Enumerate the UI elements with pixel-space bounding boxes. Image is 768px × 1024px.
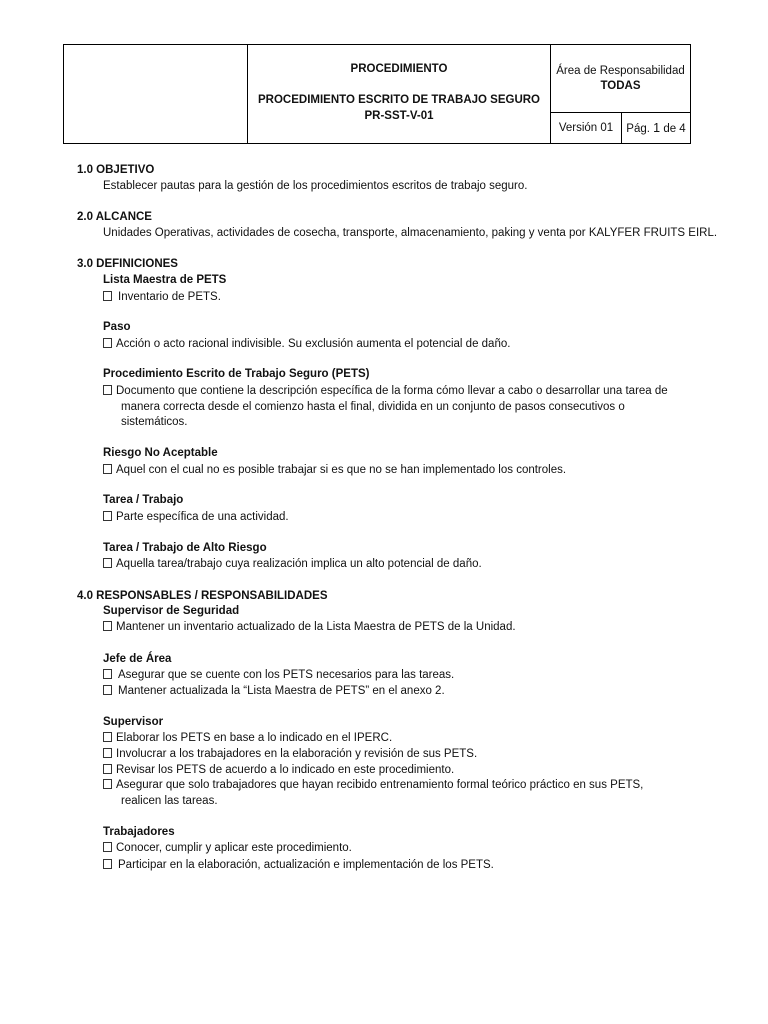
list-item: Aquella tarea/trabajo cuya realización implica un alto potencial de daño. bbox=[103, 557, 688, 573]
area-value: TODAS bbox=[600, 80, 641, 92]
pets-line-2: manera correcta desde el comienzo hasta el final, dividida en un conjunto de pasos consecutivos o bbox=[121, 401, 625, 413]
list-item: Acción o acto racional indivisible. Su exclusión aumenta el potencial de daño. bbox=[103, 337, 688, 353]
list-item: Asegurar que solo trabajadores que hayan recibido entrenamiento formal teórico práctico en sus PETS, bbox=[103, 778, 688, 794]
list-item: Revisar los PETS de acuerdo a lo indicado en este procedimiento. bbox=[103, 763, 688, 779]
bullet-box-icon bbox=[103, 748, 112, 758]
list-item: Documento que contiene la descripción específica de la forma cómo llevar a cabo o desarrollar una tarea de bbox=[103, 384, 688, 400]
list-item: Participar en la elaboración, actualización e implementación de los PETS. bbox=[103, 858, 688, 874]
list-item: Parte específica de una actividad. bbox=[103, 510, 688, 526]
term-paso: Paso bbox=[103, 321, 131, 333]
section-title-objetivo: 1.0 OBJETIVO bbox=[77, 164, 155, 176]
section-title-definiciones: 3.0 DEFINICIONES bbox=[77, 258, 178, 270]
page-cell bbox=[622, 113, 690, 143]
bullet-box-icon bbox=[103, 842, 112, 852]
bullet-box-icon bbox=[103, 464, 112, 474]
bullet-box-icon bbox=[103, 621, 112, 631]
doc-type: PROCEDIMIENTO bbox=[350, 63, 448, 75]
alcance-text: Unidades Operativas, actividades de cosecha, transporte, almacenamiento, paking y venta por KALYFER FRUITS EIRL. bbox=[103, 227, 718, 239]
objetivo-text: Establecer pautas para la gestión de los procedimientos escritos de trabajo seguro. bbox=[103, 180, 528, 192]
term-riesgo: Riesgo No Aceptable bbox=[103, 447, 218, 459]
term-pets: Procedimiento Escrito de Trabajo Seguro (PETS) bbox=[103, 368, 370, 380]
page-prefix: Pág. bbox=[626, 123, 650, 135]
doc-title: PROCEDIMIENTO ESCRITO DE TRABAJO SEGURO bbox=[258, 94, 540, 106]
role-supervisor: Supervisor bbox=[103, 716, 164, 728]
area-label: Área de Responsabilidad bbox=[556, 65, 685, 77]
bullet-box-icon bbox=[103, 779, 112, 789]
list-item: Mantener actualizada la “Lista Maestra de PETS” en el anexo 2. bbox=[103, 684, 688, 700]
list-item: Involucrar a los trabajadores en la elaboración y revisión de sus PETS. bbox=[103, 747, 688, 763]
bullet-box-icon bbox=[103, 859, 112, 869]
term-tarea-alto: Tarea / Trabajo de Alto Riesgo bbox=[103, 542, 267, 554]
list-item: Elaborar los PETS en base a lo indicado en el IPERC. bbox=[103, 731, 688, 747]
supervisor-continuation: realicen las tareas. bbox=[121, 795, 218, 807]
bullet-box-icon bbox=[103, 385, 112, 395]
bullet-box-icon bbox=[103, 685, 112, 695]
role-jefe-area: Jefe de Área bbox=[103, 653, 172, 665]
list-item: Inventario de PETS. bbox=[103, 290, 688, 306]
doc-code: PR-SST-V-01 bbox=[364, 110, 434, 122]
bullet-box-icon bbox=[103, 291, 112, 301]
version-cell: Versión 01 bbox=[551, 113, 622, 143]
logo-cell bbox=[64, 45, 248, 143]
list-item: Aquel con el cual no es posible trabajar si es que no se han implementado los controles. bbox=[103, 463, 688, 479]
document-header-table bbox=[63, 44, 691, 144]
pets-line-3: sistemáticos. bbox=[121, 416, 188, 428]
title-cell bbox=[248, 45, 551, 143]
page-suffix: de 4 bbox=[663, 123, 686, 135]
list-item: Mantener un inventario actualizado de la Lista Maestra de PETS de la Unidad. bbox=[103, 620, 688, 636]
role-supervisor-seguridad: Supervisor de Seguridad bbox=[103, 605, 240, 617]
section-title-responsables: 4.0 RESPONSABLES / RESPONSABILIDADES bbox=[77, 590, 328, 602]
area-cell bbox=[551, 45, 690, 113]
list-item: Asegurar que se cuente con los PETS necesarios para las tareas. bbox=[103, 668, 688, 684]
bullet-box-icon bbox=[103, 338, 112, 348]
bullet-box-icon bbox=[103, 732, 112, 742]
section-title-alcance: 2.0 ALCANCE bbox=[77, 211, 152, 223]
bullet-box-icon bbox=[103, 669, 112, 679]
bullet-box-icon bbox=[103, 764, 112, 774]
term-lista-maestra: Lista Maestra de PETS bbox=[103, 274, 227, 286]
bullet-box-icon bbox=[103, 511, 112, 521]
page-number: 1 bbox=[653, 121, 661, 135]
term-tarea: Tarea / Trabajo bbox=[103, 494, 184, 506]
list-item: Conocer, cumplir y aplicar este procedimiento. bbox=[103, 841, 688, 857]
role-trabajadores: Trabajadores bbox=[103, 826, 175, 838]
bullet-box-icon bbox=[103, 558, 112, 568]
